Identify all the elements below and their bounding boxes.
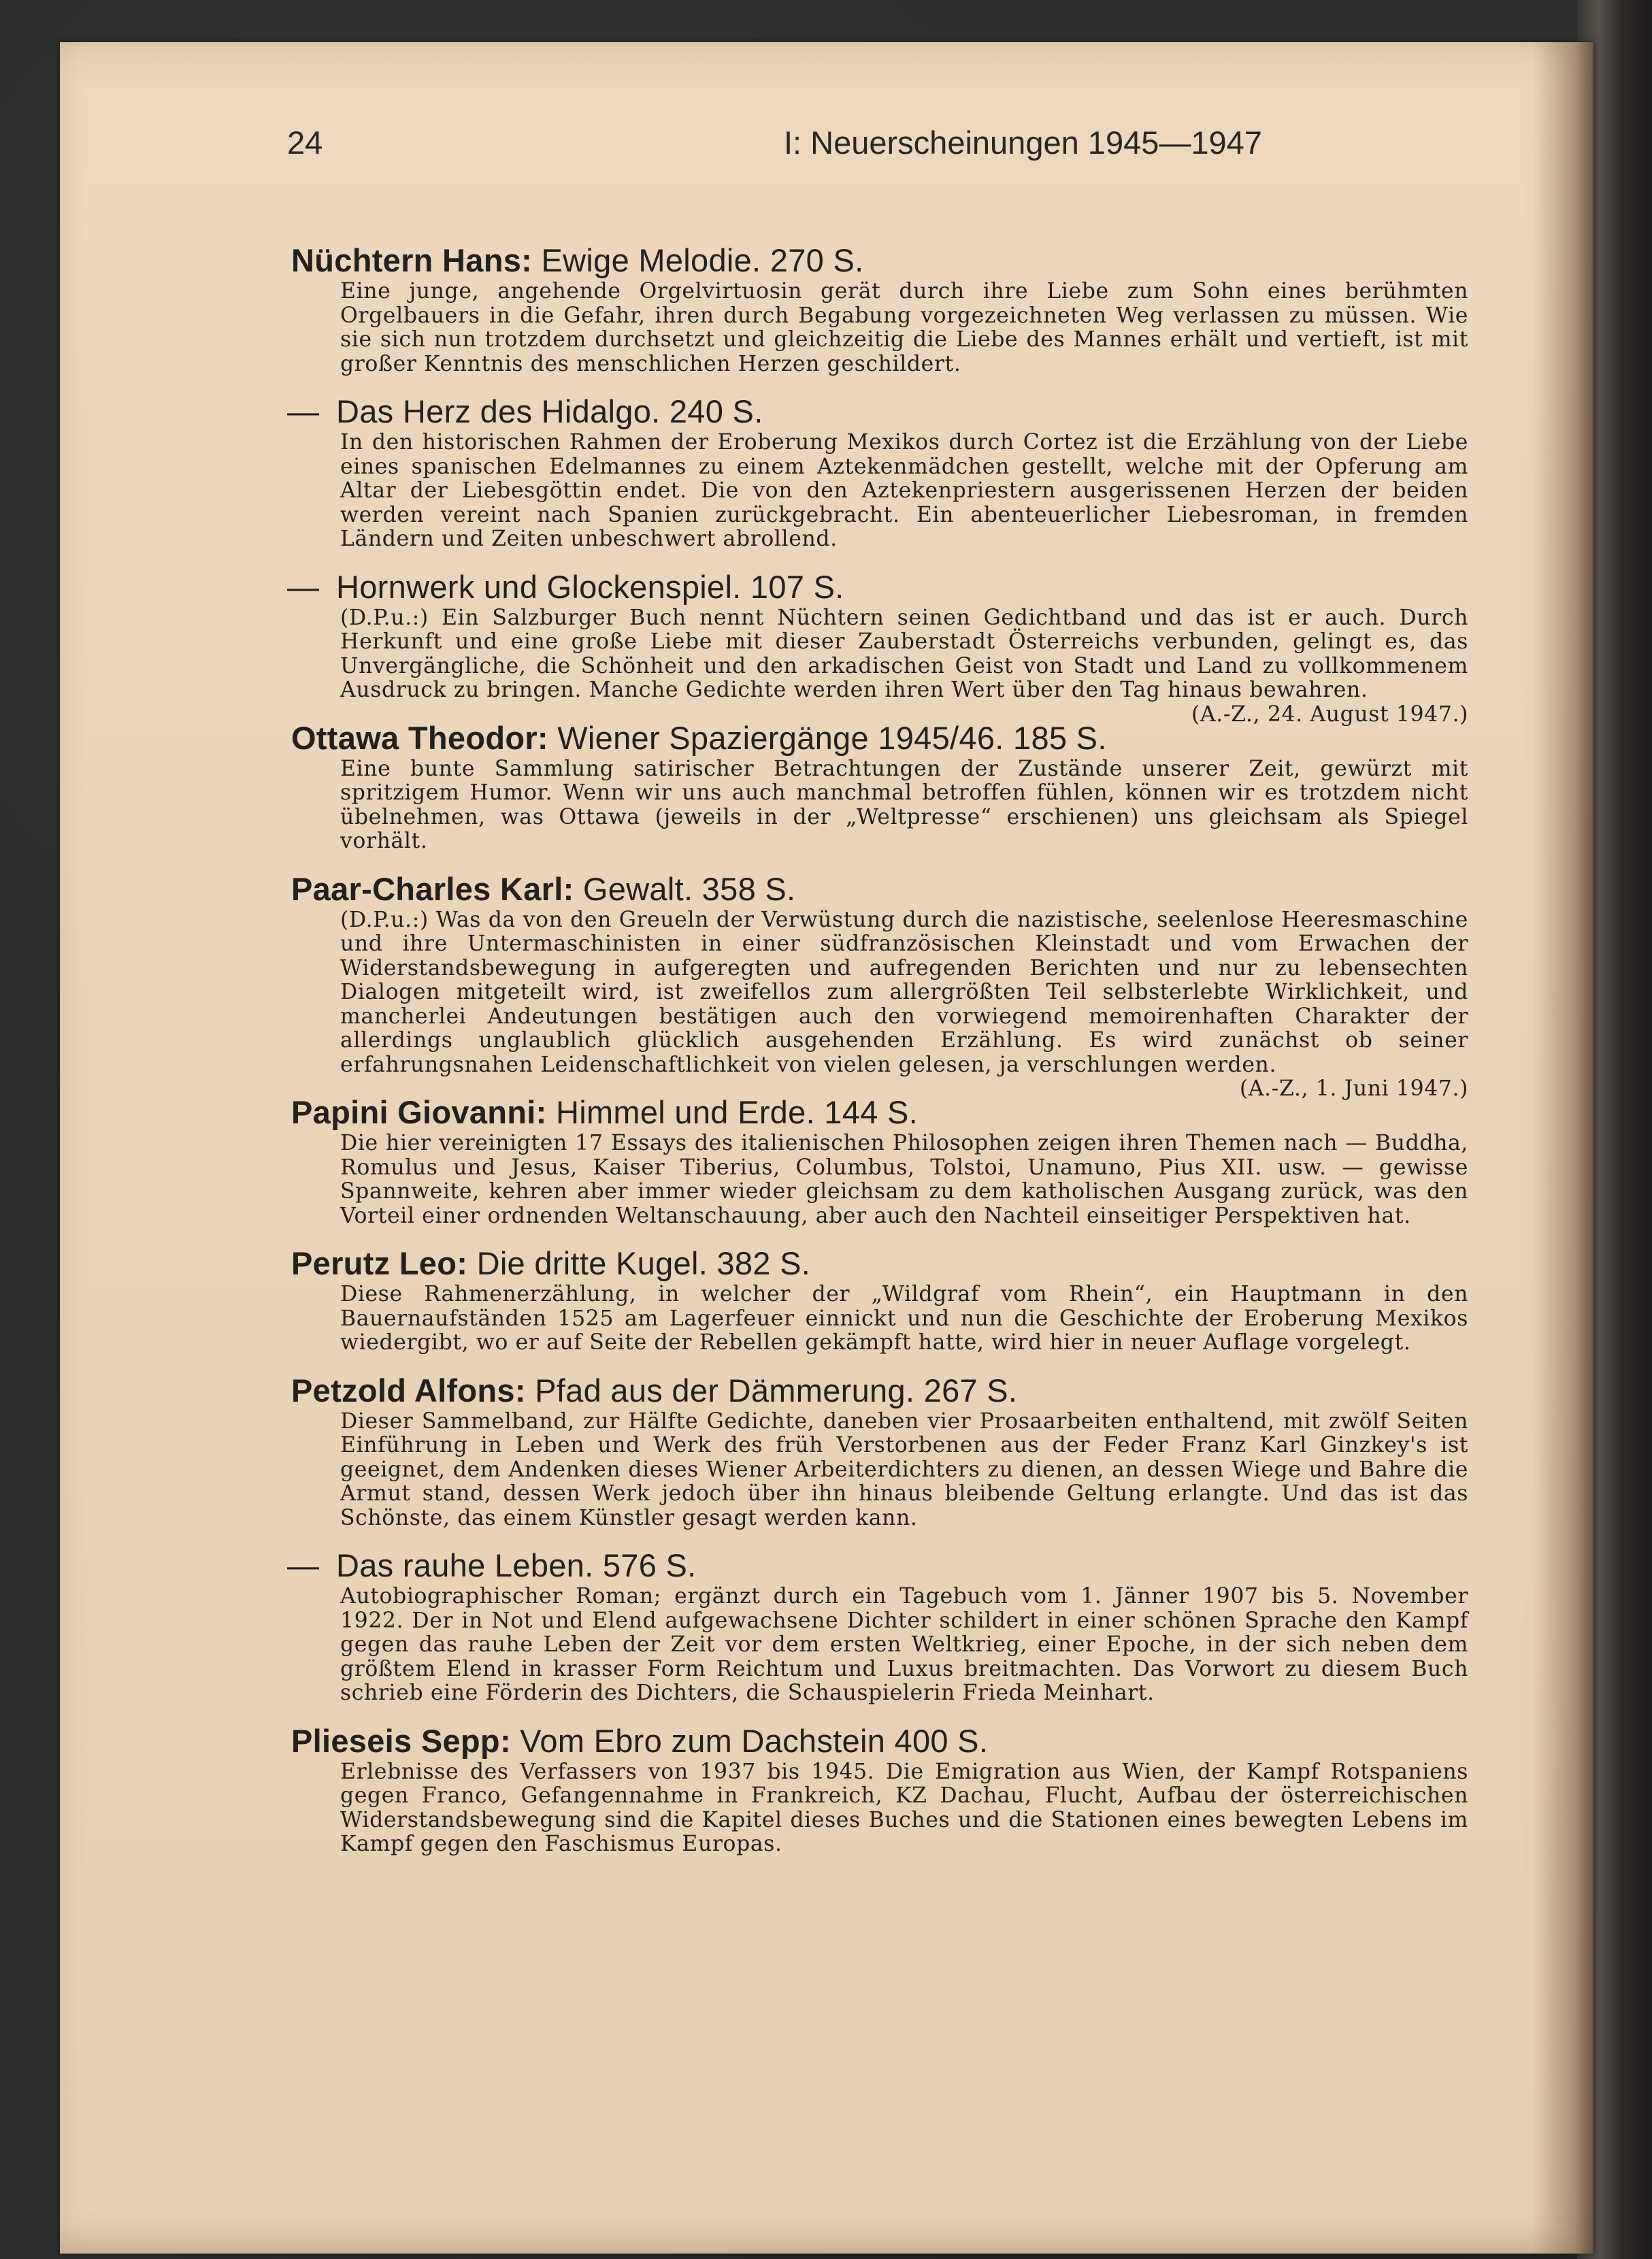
entry-text: Erlebnisse des Verfassers von 1937 bis 1945. Die Emigration aus Wien, der Kampf Rotspaniens gegen Franco, Gefangennahme in Frankreich, KZ Dachau, Flucht, Aufbau der österreichischen Widerstandsbewegung sind die Kapitel dieses Buches und die Stationen eines bewegten Lebens im Kampf gegen den Faschismus Europas. [340,1759,1468,1856]
entry-author: Plieseis Sepp: [291,1722,511,1759]
entry-heading [291,1244,1468,1283]
entry-text: In den historischen Rahmen der Eroberung Mexikos durch Cortez ist die Erzählung von der Liebe eines spanischen Edelmannes zu einem Aztekenmädchen gestellt, welche mit der Opferung am Altar der Liebesgöttin endet. Die von den Aztekenpriestern ausgerissenen Herzen der beiden werden vereint nach Spanien zurückgebracht. Ein abenteuerlicher Liebesroman, in fremden Ländern und Zeiten unbeschwert abrollend. [340,430,1468,551]
running-title: I: Neuerscheinungen 1945—1947 [784,125,1262,161]
entry-text: Autobiographischer Roman; ergänzt durch ein Tagebuch vom 1. Jänner 1907 bis 5. November 1922. Der in Not und Elend aufgewachsene Dichter schildert in einer schönen Sprache den Kampf gegen das rauhe Leben der Zeit vor dem ersten Weltkrieg, einer Epoche, in der sich neben dem größtem Elend in krasser Form Reichtum und Luxus breitmachten. Das Vorwort zu diesem Buch schrieb eine Förderin des Dichters, die Schauspielerin Frieda Meinhart. [340,1584,1468,1705]
bibliography-entry [291,1093,1468,1228]
entry-text: (D.P.u.:) Was da von den Greueln der Verwüstung durch die nazistische, seelenlose Heeresmaschine und ihre Untermaschinisten in einer südfranzösischen Kleinstadt und vom Erwachen der Widerstandsbewegung in aufgeregten und aufregenden Berichten und nur zu lebensechten Dialogen mitgeteilt wird, ist zweifellos zum allergrößten Teil selbsterlebte Wirklichkeit, und mancherlei Andeutungen bestätigen auch den vorwiegend memoirenhaften Charakter der allerdings unglaublich glücklich ausgehenden Erzählung. Es wird zunächst ob seiner erfahrungsnahen Leidenschaftlichkeit von vielen gelesen, ja verschlungen werden. [340,907,1468,1077]
entry-description [340,1283,1468,1355]
entry-text: (D.P.u.:) Ein Salzburger Buch nennt Nüchtern seinen Gedichtband und das ist er auch. Durch Herkunft und eine große Liebe mit dieser Zauberstadt Österreichs verbunden, gelingt es, das Unvergängliche, die Schönheit und den arkadischen Geist von Stadt und Land zu vollkommenem Ausdruck zu bringen. Manche Gedichte werden ihren Wert über den Tag hinaus bewahren. [340,605,1468,702]
entry-author: Nüchtern Hans: [291,242,533,278]
entry-title: Das rauhe Leben. 576 S. [336,1547,697,1583]
page-number: 24 [287,125,323,161]
entry-heading [291,1722,1468,1760]
bibliography-entry [287,393,1468,552]
entry-description [340,757,1468,854]
bibliography-entry [291,1372,1468,1531]
entry-description [340,907,1468,1101]
bibliography-entry [291,1722,1468,1857]
entry-title: Wiener Spaziergänge 1945/46. 185 S. [557,719,1107,756]
entry-title: Himmel und Erde. 144 S. [555,1094,918,1130]
entry-title: Das Herz des Hidalgo. 240 S. [336,393,763,429]
entry-heading [291,1372,1468,1410]
entry-description [340,1132,1468,1228]
entry-description [340,605,1468,727]
entry-heading [287,568,1468,606]
entry-text: Diese Rahmenerzählung, in welcher der „Wildgraf vom Rhein“, ein Hauptmann in den Bauernaufständen 1525 am Lagerfeuer einnickt und nun die Geschichte der Eroberung Mexikos wiedergibt, wo er auf Seite der Rebellen gekämpft hatte, wird hier in neuer Auflage vorgelegt. [340,1282,1468,1355]
entry-title: Ewige Melodie. 270 S. [541,242,864,278]
entry-heading [291,242,1468,280]
bibliography-entry [291,719,1468,854]
entry-text: Dieser Sammelband, zur Hälfte Gedichte, daneben vier Prosaarbeiten enthaltend, mit zwölf Seiten Einführung in Leben und Werk des früh Verstorbenen aus der Feder Franz Karl Ginzkey's ist geeignet, dem Andenken dieses Wiener Arbeiterdichters zu dienen, an dessen Wiege und Bahre die Armut stand, dessen Werk jedoch über ihn hinaus bleibende Geltung erlangte. Und das ist das Schönste, das einem Künstler gesagt werden kann. [340,1408,1468,1530]
bibliography-entry [291,242,1468,376]
entry-description [340,431,1468,552]
bibliography-entry [287,568,1468,727]
entry-heading [291,870,1468,908]
same-author-dash: — [287,1547,320,1583]
bibliography-entry [291,1244,1468,1355]
same-author-dash: — [287,568,320,605]
entry-title: Vom Ebro zum Dachstein 400 S. [520,1722,989,1759]
bibliography-entry [291,870,1468,1101]
entry-author: Petzold Alfons: [291,1372,526,1408]
entry-title: Die dritte Kugel. 382 S. [476,1245,811,1281]
entry-title: Gewalt. 358 S. [582,870,796,907]
entry-author: Papini Giovanni: [291,1094,547,1130]
entry-list [287,242,1468,1873]
running-header [226,124,1471,178]
entry-heading [291,1093,1468,1132]
entry-source-citation: (A.-Z., 24. August 1947.) [1191,702,1468,727]
entry-author: Ottawa Theodor: [291,719,548,756]
entry-text: Eine junge, angehende Orgelvirtuosin gerät durch ihre Liebe zum Sohn eines berühmten Orgelbauers in die Gefahr, ihren durch Begabung vorgezeichneten Weg verlassen zu müssen. Wie sie sich nun trotzdem durchsetzt und gleichzeitig die Liebe des Mannes erhält und vertieft, ist mit großer Kenntnis des menschlichen Herzen geschildert. [340,279,1468,376]
bibliography-entry [287,1547,1468,1706]
entry-heading [291,719,1468,757]
entry-author: Perutz Leo: [291,1245,468,1281]
same-author-dash: — [287,393,320,429]
entry-heading [287,1547,1468,1585]
entry-title: Hornwerk und Glockenspiel. 107 S. [336,568,844,605]
entry-description [340,1585,1468,1706]
entry-heading [287,393,1468,431]
entry-title: Pfad aus der Dämmerung. 267 S. [535,1372,1018,1408]
entry-description [340,1410,1468,1531]
entry-description [340,1760,1468,1857]
entry-text: Die hier vereinigten 17 Essays des italienischen Philosophen zeigen ihren Themen nach — Buddha, Romulus und Jesus, Kaiser Tiberius, Columbus, Tolstoi, Unamuno, Pius XII. usw. — gewisse Spannweite, kehren aber immer wieder gleichsam zu dem katholischen Ausgang zurück, was den Vorteil einer ordnenden Weltanschauung, aber auch den Nachteil einseitiger Perspektiven hat. [340,1131,1468,1228]
entry-author: Paar-Charles Karl: [291,870,574,907]
entry-text: Eine bunte Sammlung satirischer Betrachtungen der Zustände unserer Zeit, gewürzt mit spritzigem Humor. Wenn wir uns auch manchmal betroffen fühlen, können wir es trotzdem nicht übelnehmen, was Ottawa (jeweils in der „Weltpresse“ erschienen) uns gleichsam als Spiegel vorhält. [340,756,1468,853]
page-gutter-shadow [1532,42,1593,2254]
entry-source-citation: (A.-Z., 1. Juni 1947.) [1239,1076,1468,1101]
entry-description [340,280,1468,376]
